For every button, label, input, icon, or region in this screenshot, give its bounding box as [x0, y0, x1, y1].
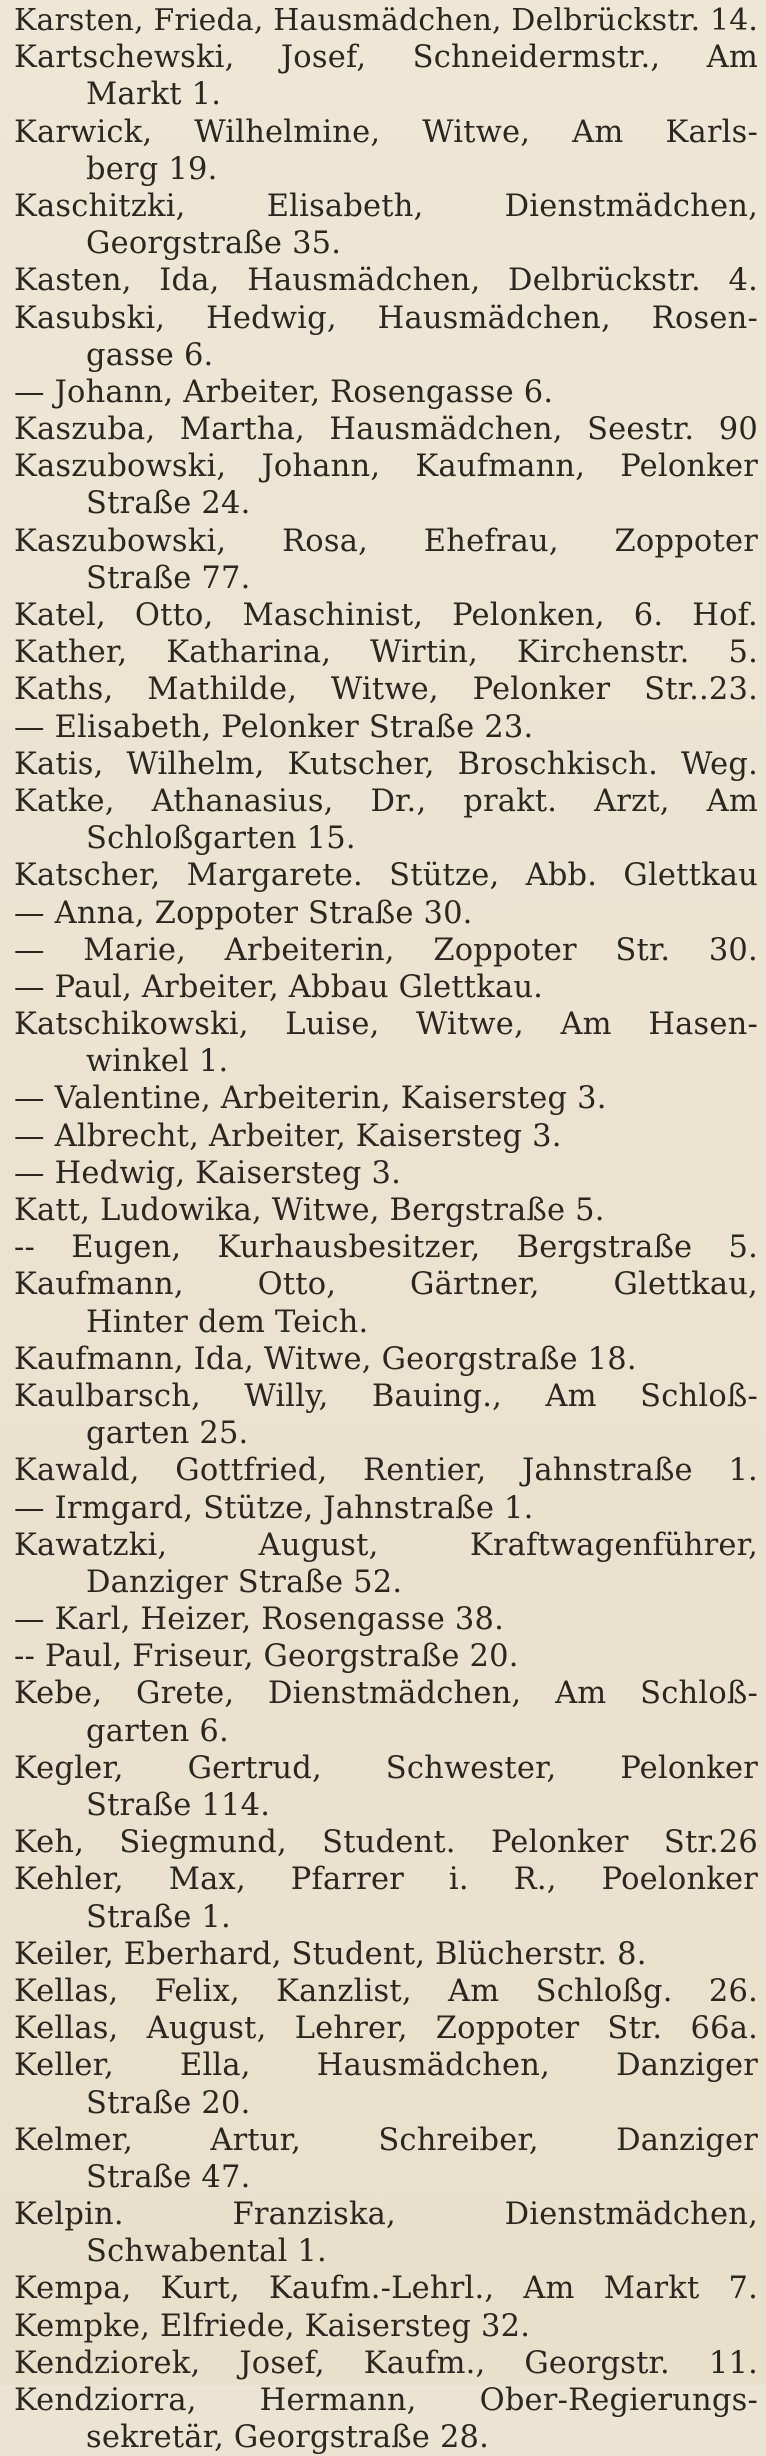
entry-word: Pelonker: [620, 1750, 758, 1786]
entry-word: Kendziorek,: [14, 2345, 201, 2381]
entry-word: 66a.: [690, 2011, 758, 2047]
entry-word: Markt: [603, 2271, 700, 2307]
entry-text: — Anna, Zoppoter Straße 30.: [14, 895, 473, 931]
entry-word: Kellas,: [14, 2011, 119, 2047]
entry-line: [14, 448, 758, 485]
entry-line: [14, 1973, 758, 2010]
entry-word: Witwe,: [416, 1007, 524, 1043]
entry-word: Rentier,: [363, 1453, 487, 1489]
entry-line: [14, 2159, 758, 2196]
entry-word: Franziska,: [232, 2197, 396, 2233]
entry-word: Dr.,: [370, 783, 427, 819]
entry-line: [14, 1527, 758, 1564]
entry-word: Hof.: [692, 598, 758, 633]
entry-text: Straße 77.: [86, 560, 251, 596]
entry-text: -- Paul, Friseur, Georgstraße 20.: [14, 1639, 519, 1675]
entry-line: [14, 597, 758, 634]
entry-text: — Karl, Heizer, Rosengasse 38.: [14, 1602, 504, 1638]
entry-text: Straße 20.: [86, 2085, 251, 2121]
entry-line: [14, 560, 758, 597]
entry-text: — Elisabeth, Pelonker Straße 23.: [14, 709, 534, 745]
entry-word: Am: [706, 783, 758, 819]
entry-line: [14, 2085, 758, 2122]
entry-word: Danziger: [616, 2122, 758, 2158]
entry-line: [14, 411, 758, 448]
entry-word: Poelonker: [601, 1862, 758, 1898]
entry-line: [14, 1080, 758, 1117]
entry-word: Kurt,: [160, 2271, 240, 2307]
entry-line: [14, 969, 758, 1006]
entry-line: [14, 1304, 758, 1341]
entry-word: Marie,: [83, 932, 186, 968]
entry-word: Siegmund,: [119, 1825, 287, 1861]
entry-word: Martha,: [179, 412, 305, 448]
entry-word: Kaufmann,: [14, 1267, 184, 1303]
entry-word: Hausmädchen,: [377, 300, 611, 336]
entry-word: Ella,: [180, 2048, 251, 2084]
entry-line: [14, 1713, 758, 1750]
entry-word: August,: [258, 1527, 379, 1563]
entry-word: Hasen-: [648, 1007, 758, 1043]
entry-line: [14, 1378, 758, 1415]
entry-word: Margarete.: [186, 858, 363, 894]
entry-text: — Johann, Arbeiter, Rosengasse 6.: [14, 374, 554, 410]
entry-text: Georgstraße 35.: [86, 226, 342, 262]
entry-line: [14, 1341, 758, 1378]
entry-word: Am: [448, 1973, 500, 2009]
entry-word: Johann,: [261, 449, 381, 485]
entry-word: Str.26: [663, 1825, 758, 1861]
entry-word: Karwick,: [14, 114, 153, 150]
entry-line: [14, 76, 758, 113]
entry-word: Artur,: [210, 2122, 302, 2158]
entry-word: Wirtin,: [370, 635, 478, 671]
entry-line: [14, 1118, 758, 1155]
entry-word: Keller,: [14, 2048, 114, 2084]
entry-word: Abb.: [525, 858, 598, 894]
entry-line: [14, 188, 758, 225]
entry-word: Jahnstraße: [522, 1453, 693, 1489]
entry-word: Kartschewski,: [14, 40, 235, 76]
entry-word: Pelonker: [472, 672, 611, 708]
entry-word: Kawatzki,: [14, 1527, 168, 1563]
entry-line: [14, 337, 758, 374]
entry-word: Ober-Regierungs-: [479, 2383, 758, 2418]
entry-line: [14, 485, 758, 522]
entry-word: Zoppoter: [435, 2011, 580, 2047]
entry-word: Kaufm.-Lehrl.,: [268, 2271, 495, 2307]
entry-word: Am: [706, 40, 758, 76]
entry-line: [14, 1415, 758, 1452]
entry-line: [14, 39, 758, 76]
entry-text: Kempke, Elfriede, Kaisersteg 32.: [14, 2308, 531, 2344]
entry-word: Am: [523, 2271, 575, 2307]
entry-line: [14, 2, 758, 39]
entry-line: [14, 1155, 758, 1192]
entry-line: [14, 932, 758, 969]
entry-word: Otto,: [134, 598, 214, 633]
entry-line: [14, 1675, 758, 1712]
entry-line: [14, 634, 758, 671]
entry-line: [14, 225, 758, 262]
entry-word: Delbrückstr.: [508, 263, 701, 299]
entry-word: Stütze,: [389, 858, 500, 894]
entry-word: Katschikowski,: [14, 1007, 249, 1043]
entry-word: Kutscher,: [287, 746, 435, 782]
entry-line: [14, 2010, 758, 2047]
entry-word: Josef,: [280, 40, 367, 76]
entry-word: Str.: [607, 2011, 663, 2047]
entry-text: — Paul, Arbeiter, Abbau Glettkau.: [14, 969, 544, 1005]
entry-word: Willy,: [244, 1378, 329, 1414]
entry-line: [14, 1750, 758, 1787]
entry-line: [14, 374, 758, 411]
entry-word: Hermann,: [259, 2383, 417, 2418]
entry-line: [14, 2047, 758, 2084]
entry-word: Kellas,: [14, 1973, 119, 2009]
entry-line: [14, 1787, 758, 1824]
entry-word: Kaufmann,: [415, 449, 586, 485]
entry-word: Am: [555, 1676, 607, 1712]
entry-text: — Albrecht, Arbeiter, Kaisersteg 3.: [14, 1118, 562, 1154]
entry-line: [14, 709, 758, 746]
entry-word: Kawald,: [14, 1453, 140, 1489]
entry-text: — Valentine, Arbeiterin, Kaisersteg 3.: [14, 1081, 607, 1117]
entry-word: 7.: [728, 2271, 758, 2307]
entry-word: Maschinist,: [242, 598, 424, 633]
entry-word: Gertrud,: [187, 1750, 322, 1786]
entry-word: R.,: [513, 1862, 557, 1898]
entry-text: Keiler, Eberhard, Student, Blücherstr. 8.: [14, 1936, 647, 1972]
entry-word: prakt.: [463, 783, 558, 819]
entry-word: Hedwig,: [206, 300, 337, 336]
entry-word: Lehrer,: [294, 2011, 408, 2047]
entry-line: [14, 2196, 758, 2233]
entry-word: Pfarrer: [290, 1862, 404, 1898]
entry-word: Max,: [168, 1862, 246, 1898]
entry-line: [14, 1043, 758, 1080]
entry-word: 26.: [708, 1973, 758, 2009]
entry-word: Schloß-: [640, 1676, 758, 1712]
entry-line: [14, 2308, 758, 2345]
entry-word: 30.: [708, 932, 758, 968]
entry-word: Ida,: [159, 263, 220, 299]
entry-line: [14, 820, 758, 857]
entry-word: Kelmer,: [14, 2122, 134, 2158]
entry-word: Kurhausbesitzer,: [217, 1230, 481, 1266]
directory-column: [14, 2, 758, 2456]
entry-word: Gärtner,: [410, 1267, 540, 1303]
entry-word: Kebe,: [14, 1676, 103, 1712]
entry-word: Kaszubowski,: [14, 523, 227, 559]
entry-line: [14, 2122, 758, 2159]
entry-text: garten 25.: [86, 1416, 249, 1452]
entry-word: Kehler,: [14, 1862, 124, 1898]
entry-word: Kaszubowski,: [14, 449, 227, 485]
entry-word: Kaszuba,: [14, 412, 156, 448]
entry-word: Kraftwagenführer,: [469, 1527, 758, 1563]
entry-line: [14, 523, 758, 560]
entry-word: Dienstmädchen,: [504, 2197, 758, 2233]
entry-word: Bergstraße: [516, 1230, 693, 1266]
entry-word: Kelpin.: [14, 2197, 124, 2233]
entry-line: [14, 262, 758, 299]
entry-text: berg 19.: [86, 151, 218, 187]
entry-word: 5.: [728, 635, 758, 671]
entry-word: Str.: [615, 932, 671, 968]
entry-word: Kaths,: [14, 672, 114, 708]
entry-word: Athanasius,: [151, 783, 334, 819]
entry-word: Seestr.: [587, 412, 695, 448]
entry-word: Schwester,: [385, 1750, 557, 1786]
entry-word: Schneidermstr.,: [412, 40, 661, 76]
entry-line: [14, 857, 758, 894]
entry-word: Str..23.: [644, 672, 758, 708]
entry-line: [14, 1601, 758, 1638]
entry-word: 5.: [728, 1230, 758, 1266]
entry-word: Pelonker: [620, 449, 758, 485]
entry-text: Katt, Ludowika, Witwe, Bergstraße 5.: [14, 1193, 605, 1228]
entry-line: [14, 2270, 758, 2307]
entry-word: Am: [560, 1007, 612, 1043]
entry-word: Am: [572, 114, 624, 150]
entry-word: Hausmädchen,: [329, 412, 563, 448]
entry-line: [14, 1229, 758, 1266]
entry-word: Pelonker: [490, 1825, 629, 1861]
entry-word: Weg.: [681, 746, 758, 782]
entry-text: Straße 24.: [86, 486, 251, 522]
entry-text: sekretär, Georgstraße 28.: [86, 2420, 490, 2456]
entry-word: Kaulbarsch,: [14, 1378, 201, 1414]
entry-word: Witwe,: [330, 672, 439, 708]
entry-word: Hausmädchen,: [316, 2048, 551, 2084]
entry-word: Glettkau,: [613, 1267, 758, 1303]
entry-word: Dienstmädchen,: [504, 188, 758, 224]
entry-word: Luise,: [285, 1007, 380, 1043]
entry-word: Schreiber,: [378, 2122, 539, 2158]
entry-word: Rosa,: [282, 523, 368, 559]
entry-line: [14, 1936, 758, 1973]
entry-text: Straße 114.: [86, 1788, 271, 1823]
entry-word: Am: [545, 1378, 597, 1414]
entry-line: [14, 300, 758, 337]
entry-word: Pelonken,: [452, 598, 605, 633]
entry-text: winkel 1.: [86, 1044, 229, 1080]
entry-word: Kasten,: [14, 263, 132, 299]
entry-word: Josef,: [239, 2345, 325, 2381]
entry-word: 90: [718, 412, 758, 448]
entry-word: Schloß-: [640, 1378, 758, 1414]
entry-word: Danziger: [616, 2048, 758, 2084]
entry-line: [14, 1564, 758, 1601]
entry-word: Mathilde,: [147, 672, 298, 708]
entry-word: Katel,: [14, 598, 106, 633]
entry-word: Grete,: [136, 1676, 235, 1712]
entry-line: [14, 783, 758, 820]
entry-text: — Hedwig, Kaisersteg 3.: [14, 1155, 402, 1191]
entry-word: Katis,: [14, 746, 104, 782]
entry-word: Ehefrau,: [423, 523, 559, 559]
entry-line: [14, 1899, 758, 1936]
entry-word: Wilhelm,: [126, 746, 265, 782]
entry-word: Georgstr.: [524, 2345, 670, 2381]
entry-line: [14, 1266, 758, 1303]
entry-word: Zoppoter: [433, 932, 577, 968]
entry-word: Schloßg.: [535, 1973, 673, 2009]
entry-word: Kasubski,: [14, 300, 166, 336]
entry-word: Eugen,: [71, 1230, 182, 1266]
entry-word: Dienstmädchen,: [267, 1676, 522, 1712]
entry-text: Markt 1.: [86, 77, 222, 113]
entry-line: [14, 151, 758, 188]
entry-line: [14, 1452, 758, 1489]
entry-text: Straße 1.: [86, 1899, 231, 1935]
entry-word: Student.: [322, 1825, 456, 1861]
entry-text: Schloßgarten 15.: [86, 821, 356, 857]
entry-line: [14, 746, 758, 783]
entry-word: Katscher,: [14, 858, 161, 894]
entry-word: Rosen-: [651, 300, 758, 336]
entry-word: Elisabeth,: [266, 188, 424, 224]
entry-line: [14, 1490, 758, 1527]
entry-word: i.: [448, 1862, 469, 1898]
entry-word: August,: [146, 2011, 267, 2047]
entry-line: [14, 1006, 758, 1043]
entry-text: Kaufmann, Ida, Witwe, Georgstraße 18.: [14, 1341, 637, 1377]
entry-line: [14, 671, 758, 708]
entry-line: [14, 2345, 758, 2382]
entry-word: Glettkau: [623, 858, 758, 894]
entry-word: Kaufm.,: [363, 2345, 486, 2381]
entry-word: Kempa,: [14, 2271, 132, 2307]
entry-word: Kather,: [14, 635, 128, 671]
entry-text: Hinter dem Teich.: [86, 1304, 369, 1340]
entry-line: [14, 1638, 758, 1675]
entry-word: Broschkisch.: [457, 746, 659, 782]
entry-word: 4.: [728, 263, 758, 299]
entry-word: Kirchenstr.: [516, 635, 690, 671]
entry-word: 6.: [633, 598, 664, 633]
entry-line: [14, 895, 758, 932]
entry-line: [14, 2419, 758, 2456]
entry-word: Kendziorra,: [14, 2383, 197, 2418]
entry-word: Otto,: [257, 1267, 337, 1303]
entry-word: Kanzlist,: [276, 1973, 412, 2009]
entry-text: Danziger Straße 52.: [86, 1564, 403, 1600]
entry-line: [14, 1824, 758, 1861]
entry-word: Arzt,: [594, 783, 670, 819]
entry-word: Kaschitzki,: [14, 188, 186, 224]
entry-word: Wilhelmine,: [194, 114, 381, 150]
entry-text: Straße 47.: [86, 2159, 251, 2195]
entry-word: 1.: [728, 1453, 758, 1489]
entry-word: Witwe,: [422, 114, 531, 150]
entry-text: Schwabental 1.: [86, 2234, 327, 2270]
entry-line: [14, 2233, 758, 2270]
entry-text: — Irmgard, Stütze, Jahnstraße 1.: [14, 1490, 534, 1526]
entry-word: Zoppoter: [614, 523, 758, 559]
entry-word: --: [14, 1230, 36, 1266]
entry-line: [14, 2382, 758, 2419]
entry-line: [14, 114, 758, 151]
entry-word: Gottfried,: [175, 1453, 328, 1489]
entry-word: 11.: [708, 2345, 758, 2381]
entry-text: gasse 6.: [86, 337, 214, 373]
entry-text: Karsten, Frieda, Hausmädchen, Delbrückstr. 14.: [14, 3, 759, 38]
entry-word: Katke,: [14, 783, 115, 819]
entry-word: Arbeiterin,: [224, 932, 395, 968]
entry-word: Hausmädchen,: [247, 263, 481, 299]
entry-line: [14, 1861, 758, 1898]
entry-word: Kegler,: [14, 1750, 124, 1786]
entry-word: Bauing.,: [371, 1378, 503, 1414]
entry-text: garten 6.: [86, 1713, 229, 1749]
entry-word: Karls-: [665, 114, 758, 150]
entry-word: Katharina,: [166, 635, 332, 671]
entry-word: Felix,: [154, 1973, 240, 2009]
entry-word: —: [14, 932, 45, 968]
entry-line: [14, 1192, 758, 1229]
entry-word: Keh,: [14, 1825, 85, 1861]
